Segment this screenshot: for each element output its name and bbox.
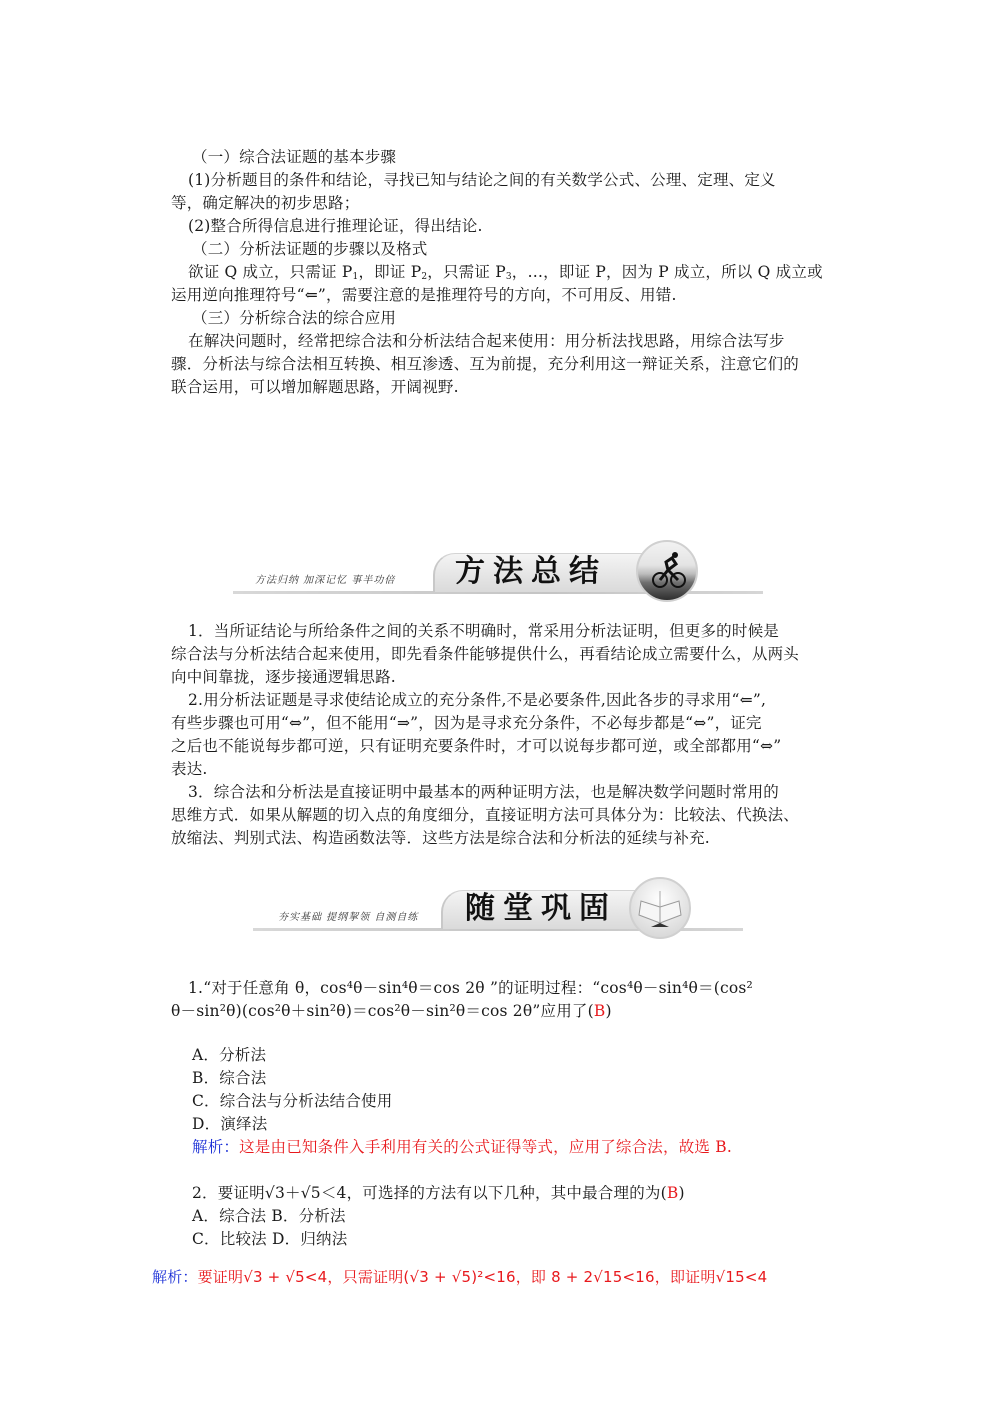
answer-badge: B [593,1002,606,1020]
summary-p1-line3: 向中间靠拢，逐步接通逻辑思路. [171,668,396,686]
step2: (2)整合所得信息进行推理论证，得出结论. [188,217,483,235]
question-1-stem-line1: 1.“对于任意角 θ，cos⁴θ－sin⁴θ＝cos 2θ ”的证明过程：“cos⁴θ－sin⁴θ＝(cos² [188,979,753,997]
banner-tagline: 夯实基础 提纲挈领 自测自练 [278,912,419,923]
method-summary-banner [233,538,763,608]
analysis-line2: 运用逆向推理符号“⇐”，需要注意的是推理符号的方向，不可用反、用错. [171,286,677,304]
practice-banner [253,875,743,945]
analysis-text: 要证明√3 + √5<4，只需证明(√3 + √5)²<16，即 8 + 2√15<16，即证明√15<4 [197,1268,768,1286]
answer-badge: B [666,1184,679,1202]
question-1-option-a: A．分析法 [192,1046,267,1064]
analysis-text: 这是由已知条件入手利用有关的公式证得等式，应用了综合法，故选 B. [239,1138,732,1156]
banner-title: 随堂巩固 [465,891,617,926]
summary-p3-line2: 思维方式．如果从解题的切入点的角度细分，直接证明方法可具体分为：比较法、代换法、 [171,806,800,824]
heading-combined-use: （三）分析综合法的综合应用 [192,309,397,327]
question-1-option-d: D．演绎法 [192,1115,268,1133]
summary-p1-line1: 1．当所证结论与所给条件之间的关系不明确时，常采用分析法证明，但更多的时候是 [188,622,779,640]
combo-line2: 骤．分析法与综合法相互转换、相互渗透、互为前提，充分利用这一辩证关系，注意它们的 [171,355,800,373]
summary-p3-line1: 3．综合法和分析法是直接证明中最基本的两种证明方法，也是解决数学问题时常用的 [188,783,779,801]
heading-synthetic-steps: （一）综合法证题的基本步骤 [192,148,397,166]
cyclist-icon [636,540,698,602]
step1-line1: (1)分析题目的条件和结论，寻找已知与结论之间的有关数学公式、公理、定理、定义 [188,171,776,189]
summary-p1-line2: 综合法与分析法结合起来使用，即先看条件能够提供什么，再看结论成立需要什么，从两头 [171,645,800,663]
analysis-label: 解析： [192,1138,240,1156]
summary-p3-line3: 放缩法、判别式法、构造函数法等．这些方法是综合法和分析法的延续与补充. [171,829,710,847]
summary-p2-line1: 2.用分析法证题是寻求使结论成立的充分条件,不是必要条件,因此各步的寻求用“⇐”, [188,691,767,709]
banner-tagline: 方法归纳 加深记忆 事半功倍 [255,575,396,586]
question-1-stem-line2: θ－sin²θ)(cos²θ＋sin²θ)＝cos²θ－sin²θ＝cos 2θ”应用了(B) [171,1002,612,1020]
question-2-stem: 2．要证明√3＋√5＜4，可选择的方法有以下几种，其中最合理的为(B) [192,1184,685,1202]
heading-analysis-steps: （二）分析法证题的步骤以及格式 [192,240,428,258]
question-2-options-line1: A．综合法 B．分析法 [192,1207,346,1225]
combo-line3: 联合运用，可以增加解题思路，开阔视野. [171,378,459,396]
open-book-icon [629,877,691,939]
step1-line2: 等，确定解决的初步思路； [171,194,360,212]
question-2-analysis [152,1266,832,1288]
question-1-option-b: B．综合法 [192,1069,267,1087]
analysis-line1: 欲证 Q 成立，只需证 $P_1$，即证 $P_2$，只需证 $P_3$，…，即证 P，因为 P 成立，所以 Q 成立或 [188,263,823,282]
summary-p2-line2: 有些步骤也可用“⇔”，但不能用“⇒”，因为是寻求充分条件，不必每步都是“⇔”，证完 [171,714,762,732]
analysis-label: 解析： [152,1268,198,1286]
summary-p2-line3: 之后也不能说每步都可逆，只有证明充要条件时，才可以说每步都可逆，或全部都用“⇔” [171,737,782,755]
combo-line1: 在解决问题时，经常把综合法和分析法结合起来使用：用分析法找思路，用综合法写步 [188,332,785,350]
summary-p2-line4: 表达. [171,760,208,778]
question-1-option-c: C．综合法与分析法结合使用 [192,1092,393,1110]
question-1-analysis [192,1136,872,1158]
banner-title: 方法总结 [455,554,607,589]
question-2-options-line2: C．比较法 D．归纳法 [192,1230,348,1248]
